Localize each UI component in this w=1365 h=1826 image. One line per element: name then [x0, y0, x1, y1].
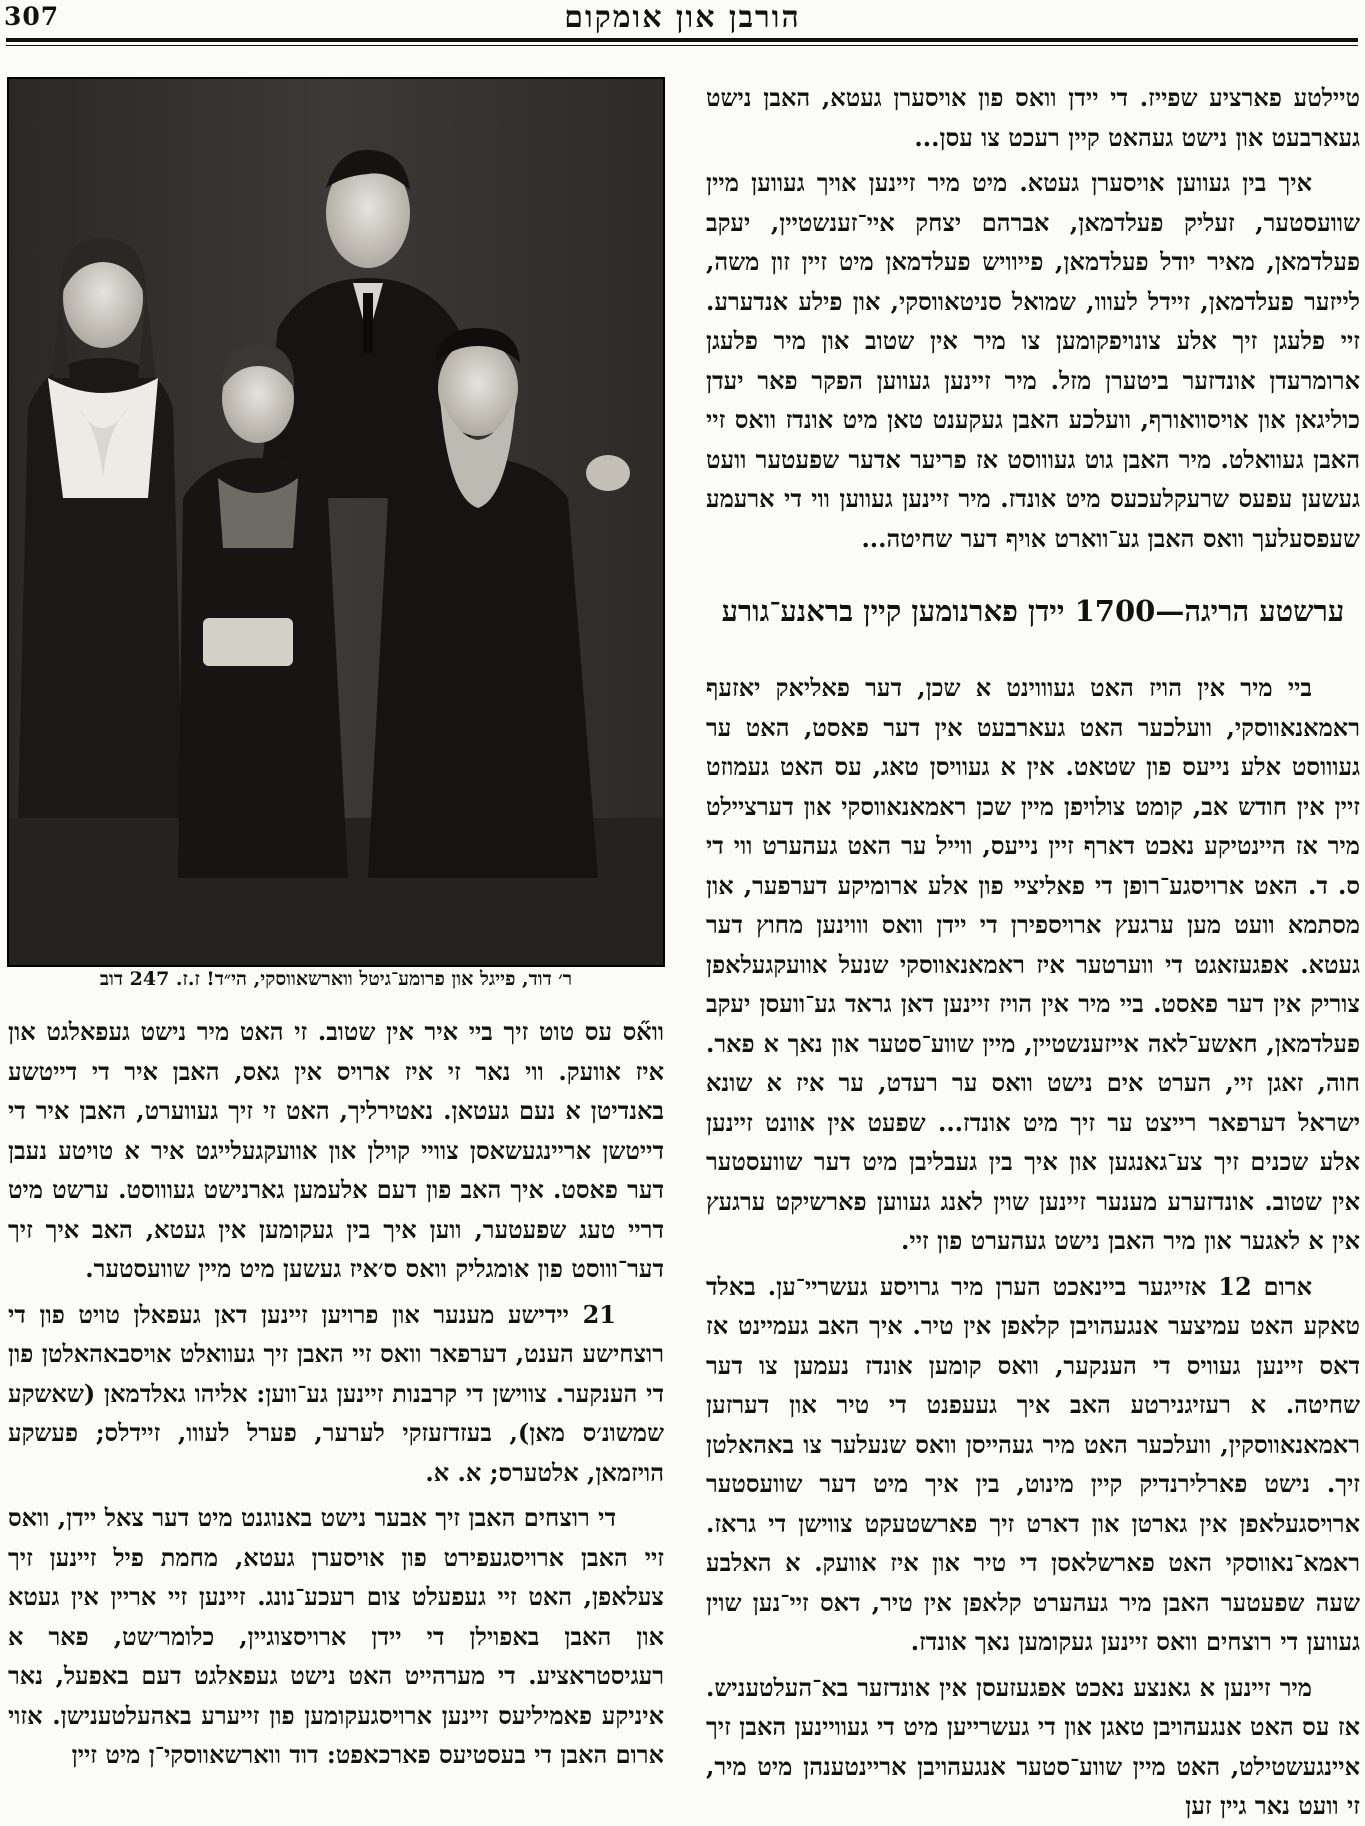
right-column-bottom	[706, 668, 1360, 1820]
paragraph: ארום 12 אזייגער ביינאכט הערן מיר גרויסע געשריי־ען. באלד טאקע האט עמיצער אנגעהויבן קלאפן אין טיר. איך האב געמיינט אז דאס זיינען געוויס די הענקער, וואס קומען אונדז נעמען צו דער שחיטה. א רעזיגנירטע האב איך געעפנט די טיר און דערזען ראמאנאווסקין, וועלכער האט מיר געהייסן וואס שנעלער צו באהאלטן זיך. נישט פארלירנדיק קיין מינוט, בין איך מיט דער שוועסטער ארויסגעלאפן אין גארטן און דארט זיך פארשטעקט צווישן די גראז. ראמא־נאווסקי האט פארשלאסן די טיר און איז אוועק. א האלבע שעה שפעטער האבן מיר געהערט קלאפן אין טיר, דאס זיי־נען שוין געווען די רוצחים וואס זיינען געקומען נאך אונדז.	[706, 1271, 1360, 1656]
paragraph: ווא֞ס עס טוט זיך ביי איר אין שטוב. זי האט מיר נישט געפאלגט און איז אוועק. ווי נאר זי איז ארויס אין גאס, האבן איר די דייטשע באנדיטן א נעם געטאן. נאטירליך, האט זי זיך געווערט, האבן איר די דייטשן אריינגעשאסן צוויי קוילן און אוועקגעלייגט איר א טויטע נעבן דער פאסט. איך האב פון דעם אלעמען גארנישט געוווסט. ערשט מיט דריי טעג שפעטער, ווען איך בין געקומען אין געטא, האב איך זיך דער־וווסט פון אומגליק וואס ס׳איז געשען מיט מיין שוועסטער.	[8, 1017, 664, 1283]
page-number: 307	[4, 2, 60, 31]
section-heading: ערשטע הריגה—1700 יידן פארנומען קיין בראנע־גורע	[721, 594, 1345, 628]
running-title: הורבן און אומקום	[564, 0, 801, 35]
paragraph: איך בין געווען אויסערן געטא. מיט מיר זיינען אויך געווען מיין שוועסטער, זעליק פעלדמאן, אברהם יצחק איי־זענשטיין, יעקב פעלדמאן, מאיר יודל פעלדמאן, פייוויש פעלדמאן מיט זיין זון משה, לייזער פעלדמאן, זיידל לעווו, שמואל סניטאווסקי, און פילע אנדערע. זיי פלעגן זיך אלע צונויפקומען צו מיר אין שטוב און מיר פלעגן ארומרעדן אונדזער ביטערן מזל. מיר זיינען געווען הפקר פאר יעדן כוליגאן און אויסוואורף, וועלכע האבן געקענט טאן מיט אונדז וואס זיי האבן געוואלט. מיר האבן גוט געוווסט אז פריער אדער שפעטער וועט געשען עפעס שרעקלעכעס מיט אונדז. מיר זיינען געווען ווי די ארעמע שעפסעלעך וואס האבן גע־ווארט אויף דער שחיטה...	[706, 168, 1360, 553]
photograph-illustration	[8, 78, 664, 966]
header-rule-thin	[6, 45, 1358, 46]
page-header	[0, 0, 1365, 44]
right-column-top	[706, 78, 1360, 553]
paragraph: 21 יידישע מענער און פרויען זיינען דאן געפאלן טויט פון די רוצחישע הענט, דערפאר וואס זיי האבן זיך געוואלט אויסבאהאלטן פון די הענקער. צווישן די קרבנות זיינען גע־ווען: אליהו גאלדמאן (שאשקע שמשונ׳ס מאן), בעזדזעזקי לערער, פערל לעווו, זיידלס; פעשקע הויזמאן, אלטערס; א. א.	[8, 1299, 665, 1487]
paragraph: מיר זיינען א גאנצע נאכט אפגעזעסן אין אונדזער בא־העלטעניש. אז עס האט אנגעהויבן טאגן און די געשרייען מיט די געוויינען האבן זיך איינגעשטילט, האט מיין שווע־סטער אנגעהויבן אריינטענהן מיט מיר, זי וועט נאר גיין זען	[706, 1672, 1360, 1820]
paragraph: די רוצחים האבן זיך אבער נישט באנוגנט מיט דער צאל יידן, וואס זיי האבן ארויסגעפירט פון אויסערן געטא, מחמת פיל זיינען זיך צעלאפן, האט זיי געפעלט צום רעכע־נונג. זיינען זיי אריין אין געטא און האבן באפוילן די יידן ארויסצוגיין, כלומר׳שט, פאר א רעגיסטראציע. די מערהייט האט נישט געפאלגט דעם באפעל, נאר איניקע פאמיליעס זיינען ארויסגעקומען פון זייערע באהעלטענישן. אזוי ארום האבן די בעסטיעס פארכאפט: דוד ווארשאווסקי־ן מיט זיין	[8, 1503, 664, 1769]
header-rule	[6, 38, 1358, 42]
family-photograph	[8, 78, 664, 966]
paragraph: ביי מיר אין הויז האט געוווינט א שכן, דער פאליאק יאזעף ראמאנאווסקי, וועלכער האט געארבעט אין דער פאסט, האט ער געוווסט אלע נייעס פון שטאט. אין א געוויסן טאג, עס האט געמוזט זיין אין חודש אב, קומט צולויפן מיין שכן ראמאנאווסקי און דערציילט מיר אז היינטיקע נאכט דארף זיין נייעס, ווייל ער האט געהערט ווי די ס. ד. האט ארויסגע־רופן די פאליציי פון אלע ארומיקע דערפער, און מסתמא וועט מען ערגעץ ארויספירן די יידן וואס וווינען מחוץ דער געטא. אפגעזאגט די ווערטער איז ראמאנאווסקי שנעל אוועקגעלאפן צוריק אין דער פאסט. ביי מיר אין הויז זיינען דאן גראד גע־וועסן יעקב פעלדמאן, חאשע־לאה אייזענשטיין, מיין שווע־סטער און נאך א פאר. חוה, זאגן זיי, הערט אים נישט וואס ער רעדט, ער איז א שונא ישראל דערפאר רייצט ער זיך מיט אונדז... שפעט אין אוונט זיינען אלע שכנים זיך צע־גאנגען און איך בין געבליבן מיט דער שוועסטער אין שטוב. אונדזערע מענער זיינען שוין לאנג געווען פארשיקט ערגעץ אין א לאגער און מיר האבן נישט געהערט פון זיי.	[706, 673, 1360, 1255]
paragraph: טיילטע פארציע שפייז. די יידן וואס פון אויסערן געטא, האבן נישט געארבעט און נישט געהאט קיין רעכט צו עסן...	[706, 83, 1360, 152]
photo-caption: ר׳ דוד, פייגל און פרומע־גיטל ווארשאווסקי, הי״ד! ז.ז. 247 דוב	[99, 968, 573, 990]
left-column-bottom	[8, 1012, 664, 1772]
